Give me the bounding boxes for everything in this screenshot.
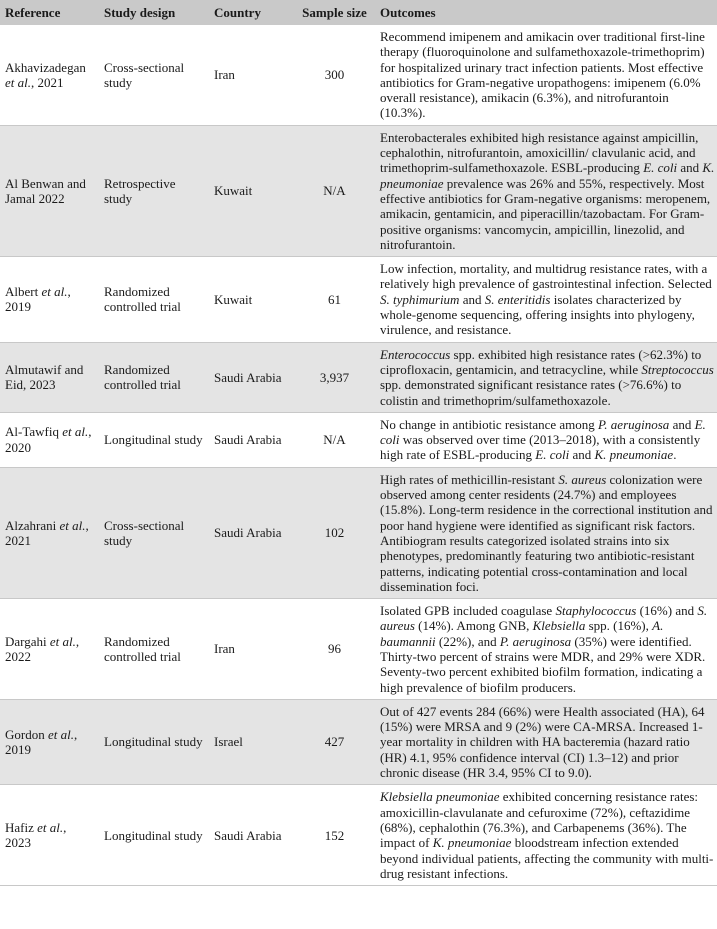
table-row xyxy=(0,599,717,700)
outcomes-cell xyxy=(375,125,717,256)
study-design-cell: Cross-sectional study xyxy=(99,467,209,598)
reference-cell xyxy=(0,467,99,598)
sample-size-cell: 3,937 xyxy=(293,342,375,412)
country-cell: Saudi Arabia xyxy=(209,467,293,598)
reference-text: Almutawif and Eid, 2023 xyxy=(5,361,84,393)
reference-cell xyxy=(0,257,99,342)
outcomes-text: isolates characterized by whole-genome sequencing, offering insights into phylogeny, virulence, and resistance. xyxy=(380,291,695,338)
organism-name: S. aureus xyxy=(558,471,607,487)
study-design-cell: Randomized controlled trial xyxy=(99,342,209,412)
outcomes-cell xyxy=(375,699,717,784)
organism-name: E. coli xyxy=(380,416,706,448)
outcomes-cell xyxy=(375,25,717,125)
reference-cell xyxy=(0,599,99,700)
reference-cell xyxy=(0,699,99,784)
organism-name: K. pneumoniae xyxy=(594,447,674,463)
reference-text: , 2020 xyxy=(5,424,92,455)
country-cell: Saudi Arabia xyxy=(209,412,293,467)
header-reference: Reference xyxy=(0,0,99,25)
outcomes-text: (35%) were identified. Thirty-two percent of strains were MDR, and 29% were XDR. Seventy-two percent exhibited biofilm formation, indicating a high prevalence of biofilm producers. xyxy=(380,633,706,695)
study-design-cell: Longitudinal study xyxy=(99,785,209,886)
outcomes-cell xyxy=(375,257,717,342)
table-row xyxy=(0,342,717,412)
outcomes-text: and xyxy=(669,416,695,432)
organism-name: P. aeruginosa xyxy=(598,416,670,432)
header-outcomes: Outcomes xyxy=(375,0,717,25)
reference-text: , 2021 xyxy=(5,517,89,548)
organism-name: S. typhimurium xyxy=(380,291,460,307)
sample-size-cell: 152 xyxy=(293,785,375,886)
outcomes-text: bloodstream infection extended beyond individual patients, affecting the community with multi-drug resistant infections. xyxy=(380,835,714,881)
outcomes-text: and xyxy=(677,160,703,176)
outcomes-text: Out of 427 events 284 (66%) were Health associated (HA), 64 (15%) were MRSA and 9 (2%) were CA-MRSA. Increased 1-year mortality in children with HA bacteremia (hazard ratio (HR) 4.1, 95% confidence interval (CI) 1.3–12) and prior chronic disease (HR 3.4, 95% CI to 9.0). xyxy=(380,703,705,781)
country-cell: Kuwait xyxy=(209,257,293,342)
sample-size-cell: 300 xyxy=(293,25,375,125)
outcomes-cell xyxy=(375,785,717,886)
reference-text: , 2022 xyxy=(5,633,80,664)
sample-size-cell: 102 xyxy=(293,467,375,598)
organism-name: E. coli xyxy=(535,447,570,463)
organism-name: Klebsiella xyxy=(532,618,586,634)
study-design-cell: Randomized controlled trial xyxy=(99,257,209,342)
sample-size-cell: 61 xyxy=(293,257,375,342)
reference-text: Hafiz xyxy=(5,819,38,835)
header-study-design: Study design xyxy=(99,0,209,25)
outcomes-text: (14%). Among GNB, xyxy=(414,618,533,634)
reference-cell xyxy=(0,785,99,886)
table-row xyxy=(0,785,717,886)
study-design-cell: Cross-sectional study xyxy=(99,25,209,125)
outcomes-text: . xyxy=(673,447,677,463)
outcomes-text: was observed over time (2013–2018), with a consistently high rate of ESBL-producing xyxy=(380,432,701,463)
sample-size-cell: N/A xyxy=(293,125,375,256)
outcomes-text: spp. exhibited high resistance rates (>62.3%) to ciprofloxacin, gentamicin, and tetracycline, while xyxy=(380,346,702,377)
reference-text: , 2021 xyxy=(31,74,64,90)
organism-name: Klebsiella pneumoniae xyxy=(380,789,500,805)
outcomes-text: prevalence was 26% and 55%, respectively. Most effective antibiotics for Gram-negative organisms: meropenem, amikacin, gentamicin, and piperacillin/tazobactam. For Gram-positive organisms: vancomycin, ampicillin, linezolid, and nitrofurantoin. xyxy=(380,175,711,252)
sample-size-cell: 96 xyxy=(293,599,375,700)
table-row xyxy=(0,412,717,467)
country-cell: Iran xyxy=(209,25,293,125)
country-cell: Iran xyxy=(209,599,293,700)
outcomes-cell xyxy=(375,342,717,412)
outcomes-text: and xyxy=(459,291,485,307)
outcomes-text: (22%), and xyxy=(435,633,500,649)
outcomes-cell xyxy=(375,467,717,598)
reference-text: , 2023 xyxy=(5,819,67,851)
study-design-cell: Retrospective study xyxy=(99,125,209,256)
study-design-cell: Randomized controlled trial xyxy=(99,599,209,700)
outcomes-text: spp. demonstrated significant resistance rates (>76.6%) to colistin and trimethoprim/sulfamethoxazole. xyxy=(380,377,682,408)
header-country: Country xyxy=(209,0,293,25)
outcomes-cell xyxy=(375,412,717,467)
outcomes-text: and xyxy=(569,447,595,463)
reference-text: Al-Tawfiq xyxy=(5,424,63,440)
reference-text: et al. xyxy=(37,819,64,835)
reference-text: Gordon xyxy=(5,726,48,742)
outcomes-cell xyxy=(375,599,717,700)
reference-text: et al. xyxy=(59,517,86,533)
outcomes-text: Low infection, mortality, and multidrug resistance rates, with a relatively high prevalence of gastrointestinal infection. Selected xyxy=(380,261,712,292)
reference-text: et al. xyxy=(47,726,74,742)
reference-cell xyxy=(0,342,99,412)
reference-text: , 2019 xyxy=(5,284,71,315)
country-cell: Saudi Arabia xyxy=(209,785,293,886)
outcomes-text: exhibited concerning resistance rates: amoxicillin-clavulanate and cefuroxime (72%), ceftazidime (68%), cephalothin (76.3%), and Carbapenems (36%). The impact of xyxy=(380,789,699,851)
reference-text: et al. xyxy=(41,284,68,300)
organism-name: Enterococcus xyxy=(380,346,451,362)
country-cell: Saudi Arabia xyxy=(209,342,293,412)
table-row xyxy=(0,25,717,125)
reference-text: Dargahi xyxy=(5,633,50,649)
sample-size-cell: 427 xyxy=(293,699,375,784)
outcomes-text: spp. (16%), xyxy=(585,618,653,634)
reference-cell xyxy=(0,412,99,467)
country-cell: Israel xyxy=(209,699,293,784)
organism-name: Streptococcus xyxy=(641,361,714,377)
reference-cell xyxy=(0,25,99,125)
header-sample-size: Sample size xyxy=(293,0,375,25)
organism-name: A. baumannii xyxy=(380,618,664,649)
reference-text: et al. xyxy=(62,424,89,440)
outcomes-text: Isolated GPB included coagulase xyxy=(380,603,556,619)
table-row xyxy=(0,467,717,598)
reference-text: et al. xyxy=(49,633,76,649)
table-row xyxy=(0,699,717,784)
organism-name: K. pneumoniae xyxy=(380,160,715,191)
table-row xyxy=(0,257,717,342)
outcomes-text: colonization were observed among center residents (24.7%) and employees (15.8%). Long-term residence in the correctional institution and poor hand hygiene were identified as significant risk factors. Antibiogram results categorized isolated strains into six phenotypes, predominantly featuring two antibiotic-resistant patterns, indicating potential cross-contamination and local dissemination foci. xyxy=(380,471,713,594)
outcomes-text: High rates of methicillin-resistant xyxy=(380,471,559,487)
outcomes-text: (16%) and xyxy=(636,603,698,619)
reference-text: Al Benwan and Jamal 2022 xyxy=(5,175,86,206)
reference-text: , 2019 xyxy=(5,726,78,758)
study-design-cell: Longitudinal study xyxy=(99,699,209,784)
reference-text: Alzahrani xyxy=(5,517,60,533)
study-design-cell: Longitudinal study xyxy=(99,412,209,467)
country-cell: Kuwait xyxy=(209,125,293,256)
reference-text: Albert xyxy=(5,284,42,300)
reference-text: et al. xyxy=(5,74,31,90)
organism-name: Staphylococcus xyxy=(555,603,637,619)
organism-name: P. aeruginosa xyxy=(499,633,572,649)
header-row xyxy=(0,0,717,25)
organism-name: K. pneumoniae xyxy=(432,835,512,851)
organism-name: S. aureus xyxy=(380,603,708,634)
organism-name: E. coli xyxy=(643,160,678,176)
sample-size-cell: N/A xyxy=(293,412,375,467)
outcomes-text: Enterobacterales exhibited high resistance against ampicillin, cephalothin, nitrofurantoin, amoxicillin/ clavulanic acid, and trimethoprim-sulfamethoxazole. ESBL-producing xyxy=(380,129,699,176)
table-row xyxy=(0,125,717,256)
outcomes-text: No change in antibiotic resistance among xyxy=(380,416,599,432)
outcomes-text: Recommend imipenem and amikacin over traditional first-line therapy (fluoroquinolone and sulfamethoxazole-trimethoprim) for hospitalized urinary tract infection patients. Most effective antibiotics for Gram-negative uropathogens: imipenem (6.0% overall resistance), amikacin (6.3%), and nitrofurantoin (10.3%). xyxy=(380,29,705,121)
organism-name: S. enteritidis xyxy=(484,291,551,307)
reference-text: Akhavizadegan xyxy=(5,59,86,75)
reference-cell xyxy=(0,125,99,256)
